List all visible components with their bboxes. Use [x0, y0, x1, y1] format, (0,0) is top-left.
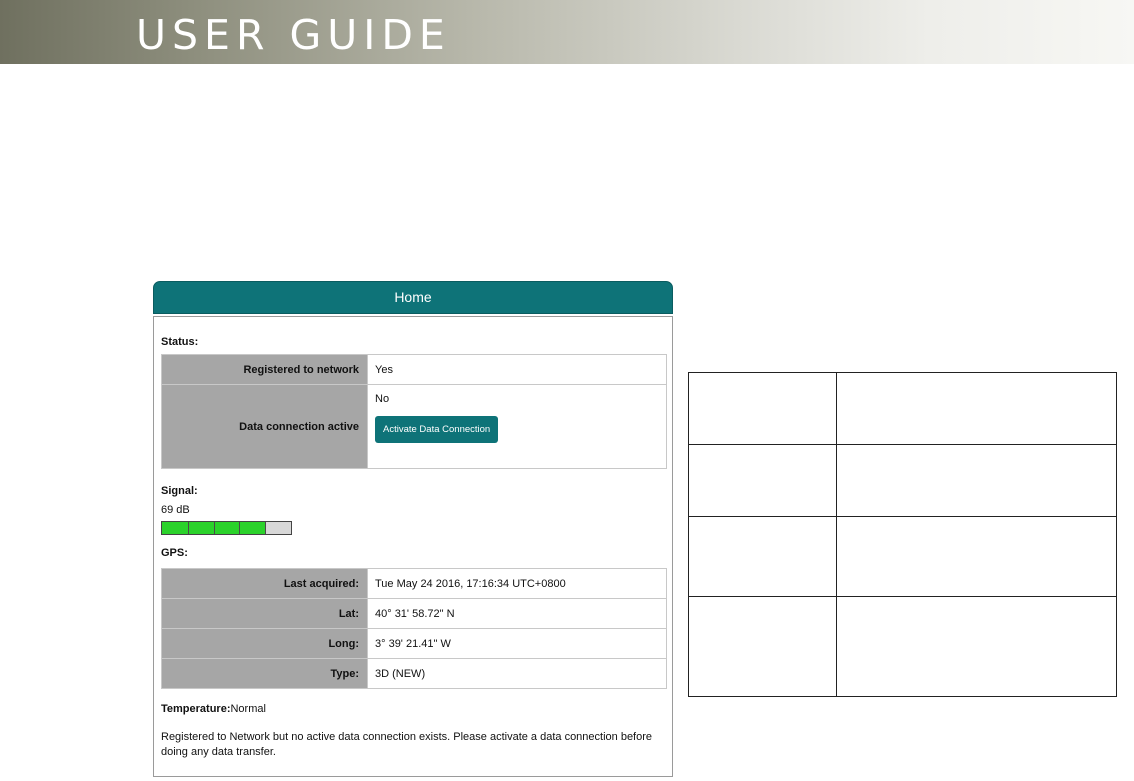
- table-row: [689, 373, 1117, 445]
- last-acquired-value: Tue May 24 2016, 17:16:34 UTC+0800: [368, 569, 667, 599]
- status-label: Status:: [161, 336, 199, 348]
- table-cell: [837, 373, 1117, 445]
- table-cell: [689, 597, 837, 697]
- signal-segment-divider: [214, 522, 215, 534]
- table-cell: [837, 597, 1117, 697]
- registered-value: Yes: [368, 355, 667, 385]
- table-row: [162, 659, 667, 689]
- last-acquired-key: Last acquired:: [162, 569, 368, 599]
- home-panel: [153, 281, 673, 776]
- table-row: [689, 517, 1117, 597]
- signal-segment-divider: [265, 522, 266, 534]
- gps-label: GPS:: [161, 547, 188, 559]
- registered-key: Registered to network: [162, 355, 368, 385]
- lat-key: Lat:: [162, 599, 368, 629]
- temperature-label: Temperature:: [161, 703, 231, 715]
- data-connection-value: No: [375, 393, 390, 405]
- activate-button-wrap: [375, 416, 666, 443]
- status-table: [161, 354, 667, 469]
- table-row: [689, 597, 1117, 697]
- table-row: [689, 445, 1117, 517]
- panel-header: Home: [153, 281, 673, 314]
- long-key: Long:: [162, 629, 368, 659]
- long-value: 3° 39' 21.41" W: [368, 629, 667, 659]
- signal-segment-divider: [188, 522, 189, 534]
- data-connection-cell: [368, 385, 667, 469]
- table-row: [162, 569, 667, 599]
- gps-table: [161, 568, 667, 689]
- banner: [0, 0, 1134, 64]
- table-cell: [689, 445, 837, 517]
- activate-data-connection-button[interactable]: Activate Data Connection: [375, 416, 498, 443]
- signal-label: Signal:: [161, 485, 198, 497]
- table-row: [162, 355, 667, 385]
- type-key: Type:: [162, 659, 368, 689]
- signal-strength-bar: [161, 521, 292, 535]
- panel-body: [153, 316, 673, 777]
- connection-notice: Registered to Network but no active data connection exists. Please activate a data connection before doing any data transfer.: [161, 731, 653, 758]
- lat-value: 40° 31' 58.72" N: [368, 599, 667, 629]
- type-value: 3D (NEW): [368, 659, 667, 689]
- table-cell: [837, 517, 1117, 597]
- signal-segment-divider: [239, 522, 240, 534]
- table-cell: [837, 445, 1117, 517]
- temperature-line: [161, 703, 266, 715]
- table-row: [162, 385, 667, 469]
- banner-title: USER GUIDE: [136, 11, 451, 59]
- table-row: [162, 599, 667, 629]
- temperature-value: Normal: [230, 703, 266, 715]
- data-connection-key: Data connection active: [162, 385, 368, 469]
- table-cell: [689, 517, 837, 597]
- signal-value: 69 dB: [161, 504, 190, 516]
- table-cell: [689, 373, 837, 445]
- table-row: [162, 629, 667, 659]
- empty-grid-table: [688, 372, 1117, 697]
